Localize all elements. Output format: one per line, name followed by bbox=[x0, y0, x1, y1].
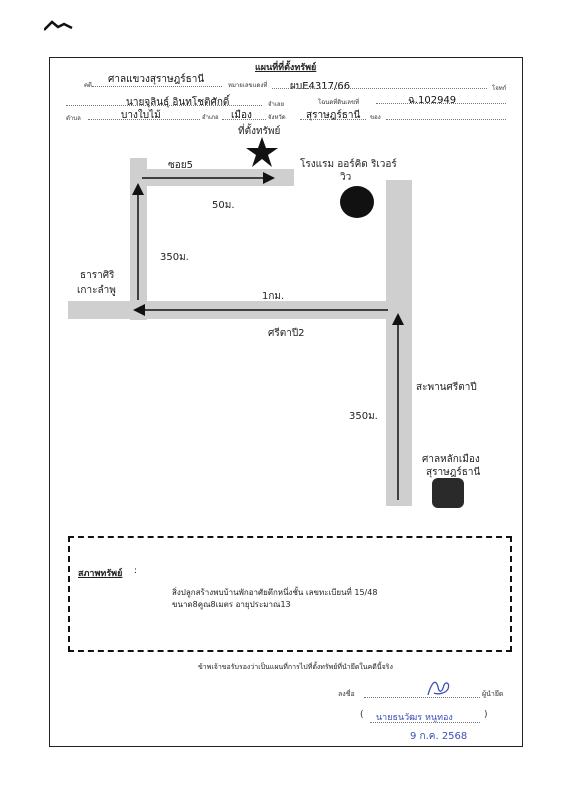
soi5-label: ซอย5 bbox=[168, 160, 194, 171]
district-label: อำเภอ bbox=[202, 114, 219, 121]
court-label: คดี bbox=[84, 82, 92, 89]
signature-date: 9 ก.ค. 2568 bbox=[410, 731, 468, 742]
subdistrict-value: บางใบไม้ bbox=[121, 110, 161, 121]
close-paren: ) bbox=[484, 710, 488, 720]
hotel-label-line2: วิว bbox=[340, 172, 352, 183]
condition-line1: สิ่งปลูกสร้างพบบ้านพักอาศัยตึกหนึ่งชั้น เลขทะเบียนที่ 15/48 bbox=[172, 588, 378, 597]
distance-50m-label: 50ม. bbox=[212, 200, 235, 211]
deed-number: ฉ.102949 bbox=[408, 95, 457, 106]
defendant-label: จำเลย bbox=[268, 101, 285, 108]
district-value: เมือง bbox=[231, 110, 252, 121]
distance-1km-label: 1กม. bbox=[262, 291, 285, 302]
province-label: จังหวัด bbox=[268, 114, 286, 121]
sritapi2-label: ศรีตาปี2 bbox=[268, 328, 305, 339]
page-title: แผนที่ที่ตั้งทรัพย์ bbox=[255, 63, 317, 73]
distance-350m-right-label: 350ม. bbox=[349, 411, 378, 422]
black-case-label: หมายเลขแดงที่ bbox=[228, 82, 268, 89]
signature-scribble bbox=[424, 677, 454, 699]
printed-name: นายธนวัฒร หนูทอง bbox=[376, 713, 453, 723]
shrine-label-line1: ศาลหลักเมือง bbox=[422, 454, 480, 465]
shrine-label-line2: สุราษฎร์ธานี bbox=[426, 467, 481, 478]
owner-label: ของ bbox=[370, 114, 381, 121]
certify-text: ข้าพเจ้าขอรับรองว่าเป็นแผนที่การไปที่ตั้งทรัพย์ที่นำยึดในคดีนี้จริง bbox=[198, 663, 393, 671]
hotel-marker bbox=[340, 186, 374, 218]
subdistrict-label: ตำบล bbox=[66, 115, 81, 122]
shrine-marker bbox=[432, 478, 464, 508]
court-value: ศาลแขวงสุราษฎร์ธานี bbox=[108, 74, 205, 85]
bridge-label: สะพานศรีตาปี bbox=[416, 382, 477, 393]
tarasiri-label-line1: ธาราศิริ bbox=[80, 270, 115, 281]
sign-label: ลงชื่อ bbox=[338, 690, 355, 698]
plaintiff-label: โจทก์ bbox=[492, 85, 507, 92]
defendant-name: นายจุลินธุ์ อินทโชติศักดิ์ bbox=[126, 97, 230, 108]
case-number: ผบE4317/66 bbox=[290, 81, 351, 92]
tarasiri-label-line2: เกาะลำพู bbox=[77, 285, 116, 296]
condition-line2: ขนาด8คูณ8เมตร อายุประมาณ13 bbox=[172, 600, 291, 609]
condition-colon: : bbox=[134, 566, 138, 576]
hotel-label-line1: โรงแรม ออร์คิด ริเวอร์ bbox=[300, 159, 397, 170]
deed-label: โฉนดที่ดินเลขที่ bbox=[318, 99, 360, 106]
province-value: สุราษฎร์ธานี bbox=[306, 110, 361, 121]
open-paren: ( bbox=[360, 710, 364, 720]
condition-heading: สภาพทรัพย์ bbox=[78, 569, 123, 579]
role-label: ผู้นำยึด bbox=[482, 690, 504, 698]
property-label: ที่ตั้งทรัพย์ bbox=[238, 126, 281, 137]
distance-350m-left-label: 350ม. bbox=[160, 252, 189, 263]
